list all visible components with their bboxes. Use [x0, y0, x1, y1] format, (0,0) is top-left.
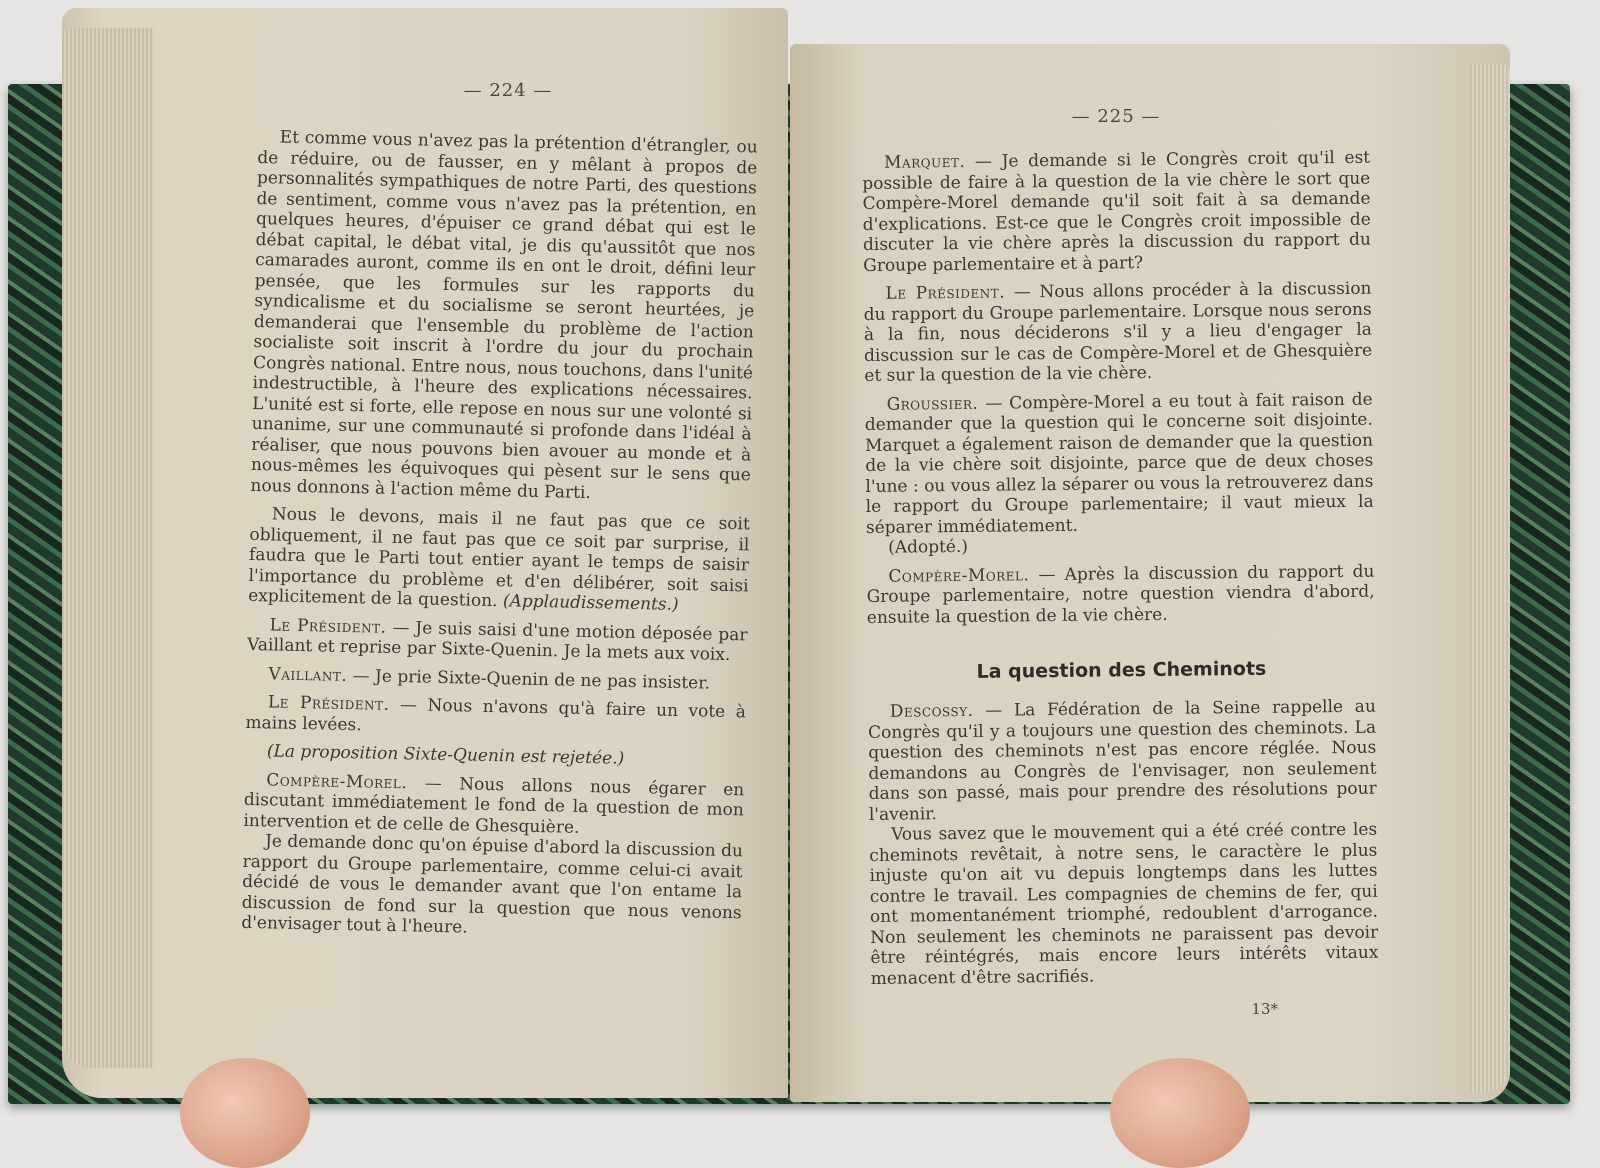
- paragraph: Descossy. — La Fédération de la Seine rappelle au Congrès qu'il y a toujours une question des cheminots. La question des cheminots n'est pas encore réglée. Nous demandons au Congrès de l'envisager, non seulement dans son passé, mais pour prendre des résolutions pour l'avenir.: [867, 696, 1377, 825]
- right-page-number: — 225 —: [1071, 106, 1161, 127]
- paragraph: Marquet. — Je demande si le Congrès croit qu'il est possible de faire à la question de la vie chère le sort que Compère-Morel demande qu'il soit fait à sa demande d'explications. Est-ce que le Congrès croit impossible de discuter la vie chère après la discussion du rapport du Groupe parlementaire et à part?: [862, 147, 1372, 276]
- paragraph: Le Président. — Nous allons procéder à la discussion du rapport du Groupe parlementaire. Lorsque nous serons à la fin, nous déciderons s'il y a lieu d'engager la discussion sur le cas de Compère-Morel et de Ghesquière et sur la question de la vie chère.: [863, 278, 1373, 386]
- paragraph: Compère-Morel. — Après la discussion du rapport du Groupe parlementaire, notre question viendra d'abord, ensuite la question de la vie chère.: [866, 561, 1375, 628]
- left-page: [62, 8, 788, 1098]
- left-thumb: [180, 1058, 310, 1168]
- paragraph: Nous le devons, mais il ne faut pas que ce soit obliquement, il ne faut pas que ce soit par surprise, il faudra que le Parti tout entier ayant le temps de saisir l'importance du problème et d'en délibérer, soit saisi explicitement de la question. (Applaudissements.): [247, 504, 750, 615]
- paragraph: Vaillant. — Je prie Sixte-Quenin de ne pas insister.: [268, 663, 711, 694]
- paragraph: Je demande donc qu'on épuise d'abord la discussion du rapport du Groupe parlementaire, comme celui-ci avait décidé de vous le demander avant que l'on entame la discussion de fond sur la question que nous venons d'envisager tout à l'heure.: [241, 831, 744, 938]
- left-page-number: — 224 —: [463, 80, 553, 101]
- paragraph: Groussier. — Compère-Morel a eu tout à fait raison de demander que la question qui le concerne soit disjointe. Marquet a également raison de demander que la question de la vie chère soit disjointe, parce que de deux choses l'une : ou vous allez la séparer ou vous la retrouverez dans le rapport du Groupe parlementaire; il vaut mieux la séparer immédiatement.: [864, 389, 1374, 538]
- paragraph: Le Président. — Nous n'avons qu'à faire un vote à mains levées.: [245, 692, 747, 735]
- section-heading: La question des Cheminots: [976, 657, 1267, 683]
- paragraph: Vous savez que le mouvement qui a été créé contre les cheminots revêtait, à notre sens, le caractère le plus injuste qu'on ait vu depuis longtemps dans les luttes contre le travail. Les compagnies de chemins de fer, qui ont momentanément triomphé, redoublent d'arrogance. Non seulement les cheminots ne paraissent pas devoir être réintégrés, mais encore leurs intérêts vitaux menacent d'être sacrifiés.: [869, 819, 1379, 989]
- paragraph: Et comme vous n'avez pas la prétention d'étrangler, ou de réduire, ou de fausser, en y mêlant à propos de personnalités sympathiques de notre Parti, des questions de sentiment, comme vous n'avez pas la prétention, en quelques heures, d'épuiser ce grand débat qui est le débat capital, le débat vital, je dis qu'aussitôt que nos camarades auront, comme ils en ont le droit, défini leur pensée, que les formules sur les rapports du syndicalisme et du socialisme se seront heurtées, je demanderai que l'ensemble du problème de l'action socialiste soit inscrit à l'ordre du jour du prochain Congrès national. Entre nous, nous touchons, dans l'unité indestructible, à l'heure des explications nécessaires. L'unité est si forte, elle repose en nous sur une volonté si unanime, sur une communauté si profonde dans l'idéal à réaliser, que nous pouvons bien avouer au monde et à nous-mêmes les équivoques qui pèsent sur le sens que nous donnons à l'action même du Parti.: [250, 127, 758, 503]
- paragraph: Compère-Morel. — Nous allons nous égarer en discutant immédiatement le fond de la question de mon intervention et de celle de Ghesquière.: [243, 769, 745, 838]
- paragraph: (La proposition Sixte-Quenin est rejetée.): [266, 741, 625, 769]
- right-page-text: [862, 148, 1379, 989]
- signature-mark: 13*: [1251, 1000, 1278, 1018]
- right-thumb: [1110, 1058, 1250, 1168]
- paragraph: Le Président. — Je suis saisi d'une motion déposée par Vaillant et reprise par Sixte-Quenin. Je la mets aux voix.: [246, 614, 748, 666]
- right-page: [790, 44, 1510, 1102]
- paragraph: (Adopté.): [888, 536, 969, 558]
- left-page-text: [241, 127, 758, 944]
